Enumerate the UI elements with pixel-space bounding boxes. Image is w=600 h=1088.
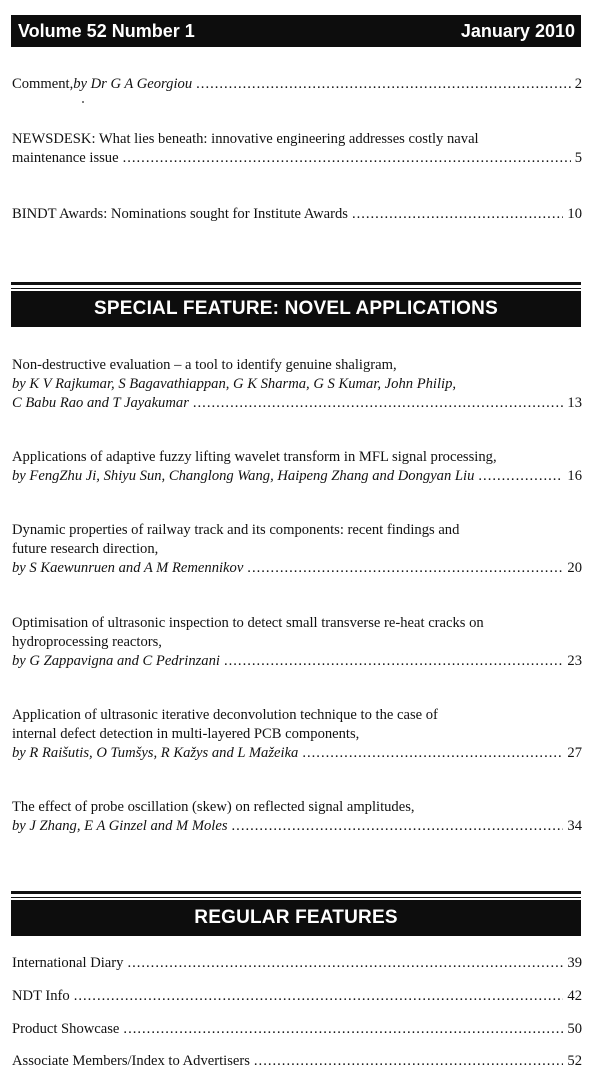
article-authors: by K V Rajkumar, S Bagavathiappan, G K Sharma, G S Kumar, John Philip,	[12, 376, 457, 392]
article-authors: by J Zhang, E A Ginzel and M Moles	[12, 818, 228, 834]
toc-entry-bindt-awards[interactable]	[12, 205, 582, 224]
article-authors: by S Kaewunruen and A M Remennikov	[12, 560, 244, 576]
print-speck	[82, 101, 84, 103]
entry-title: Product Showcase	[12, 1021, 120, 1037]
article-authors: by G Zappavigna and C Pedrinzani	[12, 653, 220, 669]
article-authors: C Babu Rao and T Jayakumar	[12, 395, 189, 411]
page-number: 2	[574, 76, 582, 92]
dot-leader	[302, 744, 563, 763]
dot-leader	[224, 652, 563, 671]
dot-leader	[193, 394, 564, 413]
dot-leader	[196, 75, 571, 94]
regular-feature-entry[interactable]	[12, 987, 582, 1006]
issue-date: January 2010	[460, 20, 575, 41]
page-number: 23	[567, 653, 582, 669]
article-title: future research direction,	[12, 541, 159, 557]
article-title: hydroprocessing reactors,	[12, 634, 162, 650]
entry-author: by Dr G A Georgiou	[73, 76, 193, 92]
article-entry[interactable]	[12, 448, 582, 486]
article-entry[interactable]	[12, 356, 582, 413]
regular-feature-entry[interactable]	[12, 1052, 582, 1071]
page-number: 10	[567, 206, 582, 222]
page-number: 13	[567, 395, 582, 411]
article-entry[interactable]	[12, 521, 582, 578]
article-title: Applications of adaptive fuzzy lifting wavelet transform in MFL signal processing,	[12, 449, 497, 465]
regular-features-heading: REGULAR FEATURES	[11, 900, 581, 936]
article-title: The effect of probe oscillation (skew) on reflected signal amplitudes,	[12, 799, 415, 815]
entry-title-line: NEWSDESK: What lies beneath: innovative engineering addresses costly naval	[12, 131, 479, 147]
issue-header-bar	[11, 15, 581, 47]
entry-title: Comment,	[12, 76, 74, 92]
entry-title: NDT Info	[12, 988, 70, 1004]
article-title: Non-destructive evaluation – a tool to identify genuine shaligram,	[12, 357, 397, 373]
dot-leader	[247, 559, 563, 578]
page-number: 16	[567, 468, 582, 484]
page-number: 42	[567, 988, 582, 1004]
page-number: 27	[567, 745, 582, 761]
entry-title: BINDT Awards: Nominations sought for Institute Awards	[12, 206, 348, 222]
volume-number: Volume 52 Number 1	[18, 20, 195, 41]
entry-title: Associate Members/Index to Advertisers	[12, 1053, 250, 1069]
article-authors: by FengZhu Ji, Shiyu Sun, Changlong Wang, Haipeng Zhang and Dongyan Liu	[12, 468, 475, 484]
page-number: 20	[567, 560, 582, 576]
dot-leader	[127, 954, 563, 973]
article-entry[interactable]	[12, 798, 582, 836]
dot-leader	[123, 149, 571, 168]
page-number: 5	[574, 150, 582, 166]
special-feature-heading: SPECIAL FEATURE: NOVEL APPLICATIONS	[11, 291, 581, 327]
article-authors: by R Raišutis, O Tumšys, R Kažys and L Mažeika	[12, 745, 299, 761]
dot-leader	[123, 1020, 563, 1039]
article-title: internal defect detection in multi-layered PCB components,	[12, 726, 360, 742]
article-entry[interactable]	[12, 706, 582, 763]
article-title: Dynamic properties of railway track and its components: recent findings and	[12, 522, 460, 538]
section-rule	[11, 897, 581, 898]
regular-feature-entry[interactable]	[12, 1020, 582, 1039]
dot-leader	[352, 205, 563, 224]
dot-leader	[478, 467, 563, 486]
section-rule	[11, 288, 581, 289]
page-number: 39	[567, 955, 582, 971]
page-number: 52	[567, 1053, 582, 1069]
page-number: 50	[567, 1021, 582, 1037]
dot-leader	[74, 987, 564, 1006]
page-number: 34	[567, 818, 582, 834]
section-rule	[11, 282, 581, 285]
toc-entry-newsdesk[interactable]	[12, 130, 582, 168]
toc-entry-comment[interactable]	[12, 75, 582, 94]
dot-leader	[232, 817, 564, 836]
dot-leader	[254, 1052, 564, 1071]
article-title: Optimisation of ultrasonic inspection to detect small transverse re-heat cracks on	[12, 615, 484, 631]
regular-feature-entry[interactable]	[12, 954, 582, 973]
article-entry[interactable]	[12, 614, 582, 671]
entry-title: International Diary	[12, 955, 124, 971]
section-rule	[11, 891, 581, 894]
entry-title-line: maintenance issue	[12, 150, 119, 166]
article-title: Application of ultrasonic iterative deconvolution technique to the case of	[12, 707, 438, 723]
